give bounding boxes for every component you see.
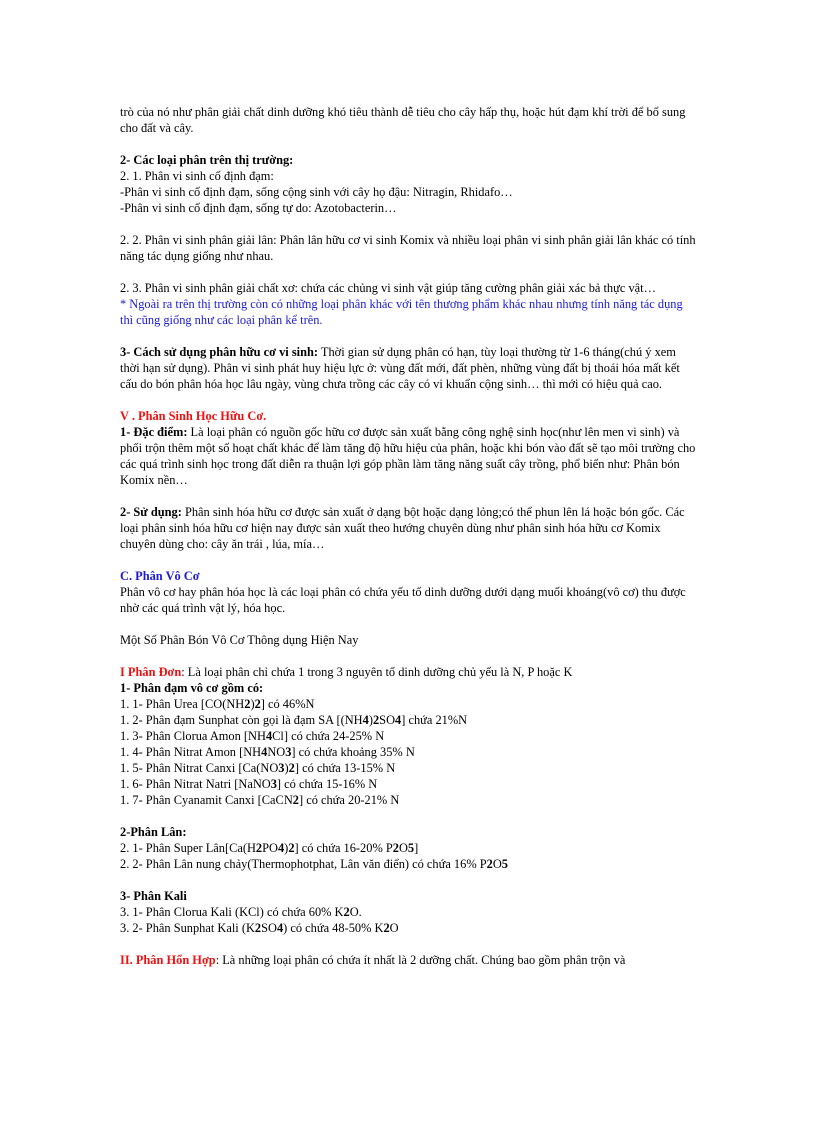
list-item: 2. 3. Phân vi sinh phân giải chất xơ: chứa các chủng vi sinh vật giúp tăng cường phân giải xác bả thực vật… [120, 281, 656, 295]
potash-list [120, 904, 696, 936]
list-item-text: SO [379, 713, 396, 727]
list-item-text: ) [368, 713, 373, 727]
formula-digit: 2 [372, 713, 380, 727]
formula-digit: 2 [392, 841, 399, 855]
list-item-text: Cl] có chứa 24-25% N [272, 729, 385, 743]
formula-digit: 3 [270, 777, 277, 791]
formula-digit: 2 [254, 697, 261, 711]
formula-digit: 2 [244, 697, 251, 711]
formula-digit: 3 [278, 761, 285, 775]
list-item-text: ) có chứa 48-50% K [283, 921, 384, 935]
list-item [120, 696, 696, 712]
list-item-text: ] có 46%N [260, 697, 315, 711]
list-item-text: 1. 1- Phân Urea [CO(NH [120, 697, 245, 711]
list-item-text: O. [349, 905, 362, 919]
list-item-text: ] có chứa 20-21% N [298, 793, 400, 807]
list-item-text: 1. 4- Phân Nitrat Amon [NH [120, 745, 262, 759]
section-heading-usage: 3- Cách sử dụng phân hữu cơ vi sinh: [120, 345, 319, 359]
list-item-text: ) [250, 697, 255, 711]
formula-digit: 4 [276, 921, 284, 935]
features-text: Là loại phân có nguồn gốc hữu cơ được sản xuất bằng công nghệ sinh học(như lên men vi sinh) và phối trộn thêm một số hoạt chất khác để làm tăng độ hữu hiệu của phân, hoặc khi bón vào đất sẽ tạo môi trường cho các quá trình sinh học trong đất diễn ra thuận lợi góp phần làm tăng năng suất cây trồng, phổ biến như: Phân bón Komix nền… [120, 425, 696, 487]
document-body [120, 104, 696, 968]
list-item-text: 3. 1- Phân Clorua Kali (KCl) có chứa 60% K [120, 905, 344, 919]
inorganic-subtitle: Một Số Phân Bón Vô Cơ Thông dụng Hiện Nay [120, 633, 359, 647]
section-heading-market-types: 2- Các loại phân trên thị trường: [120, 153, 294, 167]
formula-digit: 3 [285, 745, 292, 759]
list-item: -Phân vi sinh cố định đạm, sống tự do: Azotobacterin… [120, 201, 397, 215]
single-fertilizer-paragraph [120, 664, 696, 680]
list-item-text: 1. 2- Phân đạm Sunphat còn gọi là đạm SA [(NH [120, 713, 363, 727]
list-item-text: ] [414, 841, 419, 855]
list-item-text: ) [284, 761, 289, 775]
section-heading-inorganic: C. Phân Vô Cơ [120, 569, 200, 583]
single-fertilizer-text: : Là loại phân chỉ chứa 1 trong 3 nguyên tố dinh dưỡng chủ yếu là N, P hoặc K [181, 665, 573, 679]
list-item [120, 728, 696, 744]
usage-paragraph [120, 344, 696, 392]
bio-usage-paragraph [120, 504, 696, 552]
formula-digit: 5 [501, 857, 508, 871]
formula-digit: 2 [343, 905, 350, 919]
list-item-text: ] có chứa 16-20% P [294, 841, 393, 855]
section-heading-bio-organic: V . Phân Sinh Học Hữu Cơ. [120, 409, 267, 423]
phosphate-list [120, 840, 696, 872]
inorganic-paragraph: Phân vô cơ hay phân hóa học là các loại phân có chứa yếu tố dinh dưỡng dưới dạng muối khoáng(vô cơ) thu được nhờ các quá trình vật lý, hóa học. [120, 585, 686, 615]
list-item-text: O [398, 841, 408, 855]
list-item [120, 920, 696, 936]
formula-digit: 2 [255, 841, 263, 855]
list-item-text: 1. 6- Phân Nitrat Natri [NaNO [120, 777, 271, 791]
usage-text: Thời gian sử dụng phân có hạn, tùy loại thường từ 1-6 tháng(chú ý xem thời hạn sử dụng). Phân vi sinh phát huy hiệu lực ở: vùng đất mới, đất phèn, những vùng đất bị thoái hóa mất kết cấu do bón phân hóa học lâu ngày, vùng chưa trồng các cây có vi khuẩn cộng sinh… thì mới có hiệu quả cao. [120, 345, 680, 391]
bio-usage-label: 2- Sử dụng: [120, 505, 182, 519]
section-heading-mixed: II. Phân Hổn Hợp [120, 953, 216, 967]
formula-digit: 4 [362, 713, 369, 727]
list-item: 2. 2. Phân vi sinh phân giải lân: Phân lân hữu cơ vi sinh Komix và nhiều loại phân vi sinh phân giải lân khác có tính năng tác dụng giống như nhau. [120, 233, 696, 263]
list-item-text: ] có chứa 13-15% N [294, 761, 396, 775]
list-item-text: ] có chứa 15-16% N [276, 777, 378, 791]
list-item [120, 744, 696, 760]
list-item-text: 1. 3- Phân Clorua Amon [NH [120, 729, 266, 743]
list-item [120, 776, 696, 792]
list-item [120, 856, 696, 872]
formula-digit: 4 [265, 729, 273, 743]
formula-digit: 2 [288, 761, 295, 775]
list-item-text: PO [262, 841, 278, 855]
list-item [120, 712, 696, 728]
list-item-text: 2. 2- Phân Lân nung chảy(Thermophotphat, Lân văn điển) có chứa 16% P [120, 857, 487, 871]
section-heading-phosphate: 2-Phân Lân: [120, 825, 187, 839]
formula-digit: 2 [288, 841, 295, 855]
paragraph-continuation: trò của nó như phân giải chất dinh dưỡng khó tiêu thành dễ tiêu cho cây hấp thụ, hoặc hút đạm khí trời để bổ sung cho đất và cây. [120, 105, 686, 135]
list-item: 2. 1. Phân vi sinh cố định đạm: [120, 169, 274, 183]
mixed-fertilizer-paragraph [120, 952, 696, 968]
list-item-text: NO [267, 745, 286, 759]
formula-digit: 2 [254, 921, 262, 935]
formula-digit: 2 [292, 793, 299, 807]
list-item-text: 2. 1- Phân Super Lân[Ca(H [120, 841, 256, 855]
list-item-text: 3. 2- Phân Sunphat Kali (K [120, 921, 255, 935]
list-item [120, 792, 696, 808]
formula-digit: 4 [395, 713, 402, 727]
features-paragraph [120, 424, 696, 488]
list-item: -Phân vi sinh cố định đạm, sống cộng sinh với cây họ đậu: Nitragin, Rhidafo… [120, 185, 513, 199]
list-item-text: ) [284, 841, 289, 855]
list-item-text: SO [261, 921, 277, 935]
nitrogen-list [120, 696, 696, 808]
formula-digit: 4 [277, 841, 285, 855]
formula-digit: 5 [407, 841, 415, 855]
section-heading-potash: 3- Phân Kali [120, 889, 187, 903]
formula-digit: 2 [486, 857, 493, 871]
mixed-fertilizer-text: : Là những loại phân có chứa ít nhất là 2 dưỡng chất. Chúng bao gồm phân trộn và [215, 953, 626, 967]
formula-digit: 4 [261, 745, 268, 759]
section-heading-single: I Phân Đơn [120, 665, 182, 679]
list-item-text: ] có chứa khoảng 35% N [291, 745, 415, 759]
list-item [120, 904, 696, 920]
market-note: * Ngoài ra trên thị trường còn có những loại phân khác với tên thương phẩm khác nhau nhưng tính năng tác dụng thì cũng giống như các loại phân kể trên. [120, 297, 683, 327]
list-item-text: ] chứa 21%N [401, 713, 468, 727]
list-item [120, 760, 696, 776]
nitrogen-subheading: 1- Phân đạm vô cơ gồm có: [120, 681, 264, 695]
list-item-text: 1. 5- Phân Nitrat Canxi [Ca(NO [120, 761, 279, 775]
bio-usage-text: Phân sinh hóa hữu cơ được sản xuất ở dạng bột hoặc dạng lỏng;có thể phun lên lá hoặc bón gốc. Các loại phân sinh hóa hữu cơ hiện nay được sản xuất theo hướng chuyên dùng như phân sinh hóa hữu cơ Komix chuyên dùng cho: cây ăn trái , lúa, mía… [120, 505, 685, 551]
list-item-text: 1. 7- Phân Cyanamit Canxi [CaCN [120, 793, 293, 807]
formula-digit: 2 [383, 921, 390, 935]
list-item-text: O [492, 857, 502, 871]
list-item-text: O [389, 921, 399, 935]
list-item [120, 840, 696, 856]
features-label: 1- Đặc điểm: [120, 425, 188, 439]
